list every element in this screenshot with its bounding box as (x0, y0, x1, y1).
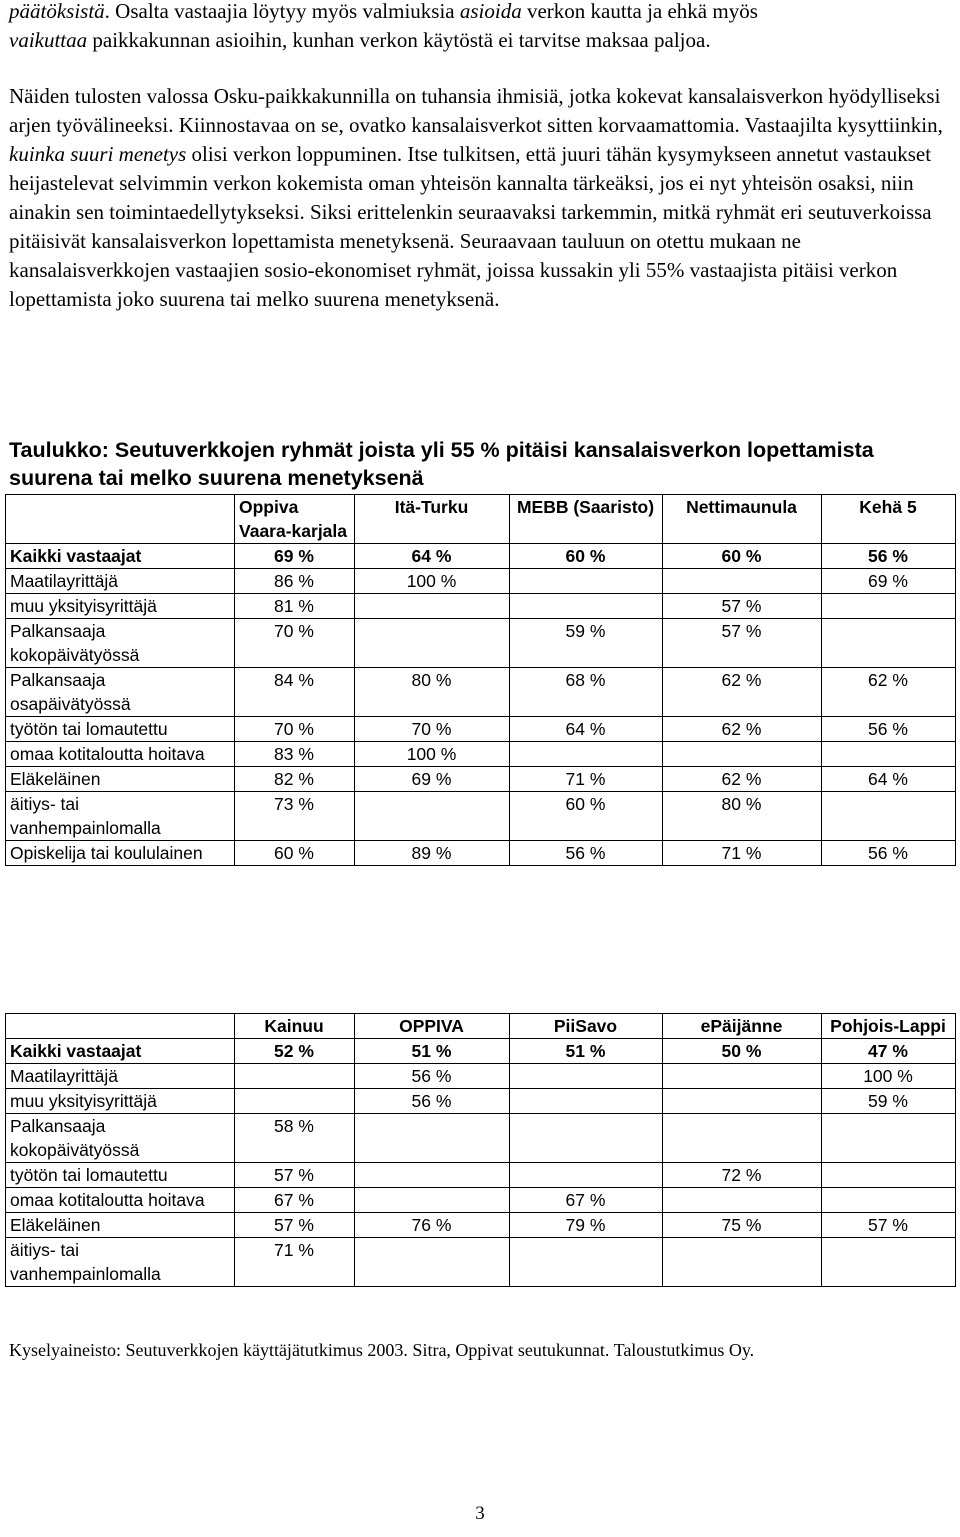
value-cell (510, 1089, 663, 1114)
table-row (6, 792, 956, 841)
value-cell: 89 % (355, 841, 510, 866)
table-row (6, 742, 956, 767)
source-note: Kyselyaineisto: Seutuverkkojen käyttäjätutkimus 2003. Sitra, Oppivat seutukunnat. Taloustutkimus Oy. (9, 1340, 755, 1360)
value-cell: 60 % (663, 544, 822, 569)
value-cell: 56 % (355, 1089, 510, 1114)
value-cell (663, 569, 822, 594)
page-number: 3 (475, 1503, 485, 1524)
value-cell (355, 1188, 510, 1213)
value-cell: 56 % (355, 1064, 510, 1089)
row-label: omaa kotitaloutta hoitava (6, 1188, 235, 1213)
value-cell: 59 % (822, 1089, 956, 1114)
body-text-1: Näiden tulosten valossa Osku-paikkakunnilla on tuhansia ihmisiä, jotka kokevat kansalaisverkon hyödylliseksi arjen työvälineeksi. Kiinnostavaa on se, ovatko kansalaisverkot sitten korvaamattomia. Vastaajilta kysyttiinkin, (9, 84, 943, 137)
header-cell (6, 495, 235, 544)
value-cell (355, 792, 510, 841)
value-cell (510, 1114, 663, 1163)
value-cell: 80 % (663, 792, 822, 841)
value-cell (822, 1114, 956, 1163)
value-cell (510, 742, 663, 767)
row-label: äitiys- tai vanhempainlomalla (6, 792, 235, 841)
value-cell: 64 % (355, 544, 510, 569)
value-cell: 71 % (510, 767, 663, 792)
table-header-row (6, 1014, 956, 1039)
value-cell: 76 % (355, 1213, 510, 1238)
value-cell (510, 1064, 663, 1089)
header-cell (6, 1014, 235, 1039)
value-cell (663, 1064, 822, 1089)
value-cell: 86 % (235, 569, 355, 594)
table-row (6, 1064, 956, 1089)
value-cell: 100 % (355, 742, 510, 767)
value-cell (822, 619, 956, 668)
row-label: Maatilayrittäjä (6, 569, 235, 594)
value-cell: 51 % (355, 1039, 510, 1064)
value-cell: 51 % (510, 1039, 663, 1064)
value-cell (822, 742, 956, 767)
table-row (6, 619, 956, 668)
header-cell: Nettimaunula (663, 495, 822, 544)
intro-italic-1: päätöksistä (9, 0, 105, 23)
value-cell: 56 % (822, 544, 956, 569)
value-cell: 100 % (355, 569, 510, 594)
value-cell: 71 % (235, 1238, 355, 1287)
value-cell: 75 % (663, 1213, 822, 1238)
row-label: muu yksityisyrittäjä (6, 1089, 235, 1114)
value-cell: 60 % (510, 544, 663, 569)
row-label: muu yksityisyrittäjä (6, 594, 235, 619)
value-cell: 64 % (510, 717, 663, 742)
value-cell (822, 1188, 956, 1213)
row-label: Palkansaaja kokopäivätyössä (6, 1114, 235, 1163)
table-row (6, 1213, 956, 1238)
row-label: Palkansaaja osapäivätyössä (6, 668, 235, 717)
value-cell: 59 % (510, 619, 663, 668)
value-cell: 50 % (663, 1039, 822, 1064)
header-cell: MEBB (Saaristo) (510, 495, 663, 544)
value-cell: 68 % (510, 668, 663, 717)
value-cell (663, 742, 822, 767)
value-cell: 62 % (663, 717, 822, 742)
intro-text-2: verkon kautta ja ehkä myös (521, 0, 758, 23)
value-cell: 69 % (235, 544, 355, 569)
value-cell: 79 % (510, 1213, 663, 1238)
table-row (6, 767, 956, 792)
table-row (6, 1238, 956, 1287)
row-label: Opiskelija tai koululainen (6, 841, 235, 866)
value-cell (822, 1163, 956, 1188)
header-cell: Itä-Turku (355, 495, 510, 544)
value-cell: 69 % (355, 767, 510, 792)
intro-text-3: paikkakunnan asioihin, kunhan verkon käytöstä ei tarvitse maksaa paljoa. (87, 28, 711, 52)
intro-paragraph (9, 0, 954, 55)
value-cell: 100 % (822, 1064, 956, 1089)
value-cell: 70 % (235, 619, 355, 668)
header-cell: OPPIVA (355, 1014, 510, 1039)
value-cell: 70 % (355, 717, 510, 742)
value-cell (663, 1089, 822, 1114)
value-cell: 56 % (822, 841, 956, 866)
value-cell: 57 % (663, 594, 822, 619)
value-cell: 69 % (822, 569, 956, 594)
value-cell: 60 % (235, 841, 355, 866)
header-cell: Kainuu (235, 1014, 355, 1039)
row-label: Maatilayrittäjä (6, 1064, 235, 1089)
results-table-2 (5, 1013, 956, 1287)
table-row (6, 717, 956, 742)
row-label: Palkansaaja kokopäivätyössä (6, 619, 235, 668)
value-cell (510, 569, 663, 594)
value-cell: 84 % (235, 668, 355, 717)
value-cell: 67 % (235, 1188, 355, 1213)
table-row (6, 1089, 956, 1114)
value-cell: 62 % (663, 668, 822, 717)
value-cell (822, 594, 956, 619)
body-italic: kuinka suuri menetys (9, 142, 187, 166)
value-cell: 81 % (235, 594, 355, 619)
value-cell (235, 1064, 355, 1089)
value-cell: 52 % (235, 1039, 355, 1064)
value-cell (822, 792, 956, 841)
value-cell: 72 % (663, 1163, 822, 1188)
intro-italic-2: asioida (459, 0, 522, 23)
row-label: työtön tai lomautettu (6, 717, 235, 742)
value-cell (355, 594, 510, 619)
value-cell (663, 1114, 822, 1163)
value-cell: 57 % (822, 1213, 956, 1238)
header-cell: Oppiva Vaara-karjala (235, 495, 355, 544)
value-cell: 70 % (235, 717, 355, 742)
value-cell: 62 % (822, 668, 956, 717)
intro-italic-3: vaikuttaa (9, 28, 88, 52)
intro-text-1: . Osalta vastaajia löytyy myös valmiuksia (104, 0, 460, 23)
row-label: Eläkeläinen (6, 767, 235, 792)
body-paragraph (9, 82, 954, 314)
table-row (6, 1163, 956, 1188)
table-row (6, 1188, 956, 1213)
value-cell: 56 % (822, 717, 956, 742)
table-row (6, 841, 956, 866)
table-caption: Taulukko: Seutuverkkojen ryhmät joista yli 55 % pitäisi kansalaisverkon lopettamista suurena tai melko suurena menetyksenä (9, 438, 874, 490)
row-label: omaa kotitaloutta hoitava (6, 742, 235, 767)
table-row (6, 569, 956, 594)
table-row (6, 1039, 956, 1064)
value-cell (822, 1238, 956, 1287)
row-label: Kaikki vastaajat (6, 1039, 235, 1064)
table-row (6, 544, 956, 569)
table-header-row (6, 495, 956, 544)
value-cell (355, 1238, 510, 1287)
value-cell: 82 % (235, 767, 355, 792)
value-cell: 47 % (822, 1039, 956, 1064)
row-label: työtön tai lomautettu (6, 1163, 235, 1188)
value-cell (510, 594, 663, 619)
header-cell: ePäijänne (663, 1014, 822, 1039)
row-label: äitiys- tai vanhempainlomalla (6, 1238, 235, 1287)
value-cell (510, 1163, 663, 1188)
results-table-1 (5, 494, 956, 866)
value-cell: 56 % (510, 841, 663, 866)
value-cell: 57 % (235, 1213, 355, 1238)
value-cell: 62 % (663, 767, 822, 792)
value-cell (510, 1238, 663, 1287)
value-cell (235, 1089, 355, 1114)
table-row (6, 594, 956, 619)
value-cell (355, 1114, 510, 1163)
body-text-2: olisi verkon loppuminen. Itse tulkitsen, että juuri tähän kysymykseen annetut vastaukset heijastelevat selvimmin verkon kokemista oman yhteisön kannalta tärkeäksi, jos ei nyt yhteisön osaksi, niin ainakin sen toimintaedellytykseksi. Siksi erittelenkin seuraavaksi tarkemmin, mitkä ryhmät eri seutuverkoissa pitäisivät kansalaisverkon lopettamista menetyksenä. Seuraavaan tauluun on otettu mukaan ne kansalaisverkkojen vastaajien sosio-ekonomiset ryhmät, joissa kussakin yli 55% vastaajista pitäisi verkon lopettamista joko suurena tai melko suurena menetyksenä. (9, 142, 932, 311)
row-label: Kaikki vastaajat (6, 544, 235, 569)
value-cell (663, 1238, 822, 1287)
value-cell: 73 % (235, 792, 355, 841)
header-cell: Kehä 5 (822, 495, 956, 544)
value-cell: 60 % (510, 792, 663, 841)
value-cell: 67 % (510, 1188, 663, 1213)
value-cell (355, 1163, 510, 1188)
value-cell: 64 % (822, 767, 956, 792)
value-cell: 57 % (235, 1163, 355, 1188)
header-cell: Pohjois-Lappi (822, 1014, 956, 1039)
value-cell: 57 % (663, 619, 822, 668)
table-row (6, 1114, 956, 1163)
value-cell: 58 % (235, 1114, 355, 1163)
header-cell: PiiSavo (510, 1014, 663, 1039)
value-cell (355, 619, 510, 668)
value-cell: 83 % (235, 742, 355, 767)
value-cell: 71 % (663, 841, 822, 866)
table-row (6, 668, 956, 717)
row-label: Eläkeläinen (6, 1213, 235, 1238)
value-cell: 80 % (355, 668, 510, 717)
value-cell (663, 1188, 822, 1213)
